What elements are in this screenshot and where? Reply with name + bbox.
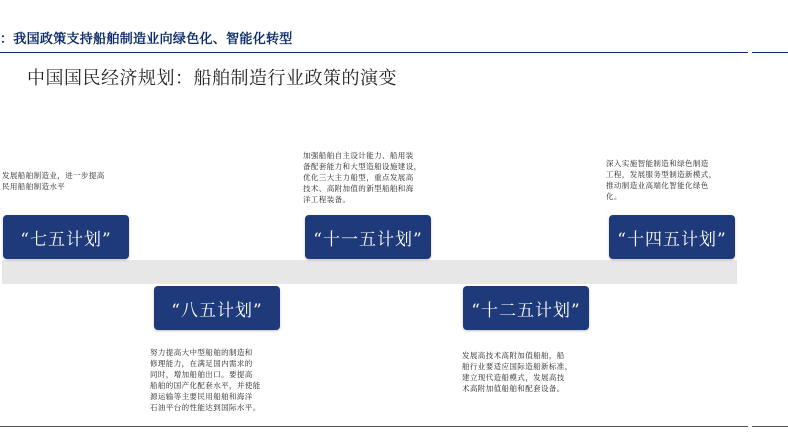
header-rule	[0, 52, 748, 53]
description-line: 修理能力，在满足国内需求的	[150, 359, 253, 368]
plan-8th-description	[150, 347, 261, 413]
plan-12th-description	[462, 350, 573, 394]
description-line: 化。	[606, 192, 622, 201]
plan-12th-box: “十二五计划”	[463, 286, 589, 330]
plan-7th-box: “七五计划”	[3, 215, 129, 259]
description-line: 同时，增加船舶出口。要提高	[150, 370, 253, 379]
plan-8th-box: “八五计划”	[154, 286, 280, 330]
description-line: 发展船舶制造业，进一步提高	[2, 171, 105, 180]
timeline-band	[2, 260, 737, 284]
description-line: 民用船舶制造水平	[2, 182, 66, 191]
footer-rule-right	[752, 426, 788, 427]
header-rule-right	[752, 52, 788, 53]
description-line: 建立现代造船模式，发展高技	[462, 373, 565, 382]
plan-14th-description	[606, 158, 717, 202]
description-line: 推动制造业高端化智能化绿色	[606, 181, 709, 190]
description-line: 船舶的国产化配套水平，并使能	[150, 381, 261, 390]
description-line: 术高附加值船舶和配套设备。	[462, 384, 565, 393]
description-line: 深入实施智能制造和绿色制造	[606, 159, 709, 168]
plan-11th-box: “十一五计划”	[305, 215, 431, 259]
figure-title: 中国国民经济规划：船舶制造行业政策的演变	[27, 68, 397, 89]
plan-11th-description	[303, 150, 422, 205]
description-line: 备配套能力和大型造船设施建设，	[303, 162, 422, 171]
description-line: 技术、高附加值的新型船舶和海	[303, 184, 414, 193]
description-line: 洋工程装备。	[303, 195, 351, 204]
description-line: 舶行业要适应国际造船新标准，	[462, 362, 573, 371]
description-line: 工程，发展服务型制造新模式，	[606, 170, 717, 179]
description-line: 石油平台的性能达到国际水平。	[150, 403, 261, 412]
header-title: ：我国政策支持船舶制造业向绿色化、智能化转型	[0, 32, 293, 47]
description-line: 加强船舶自主设计能力、船用装	[303, 151, 414, 160]
description-line: 努力提高大中型船舶的制造和	[150, 348, 253, 357]
plan-7th-description	[2, 170, 105, 192]
footer-rule	[0, 426, 748, 427]
description-line: 优化三大主力船型，重点发展高	[303, 173, 414, 182]
plan-14th-box: “十四五计划”	[609, 215, 735, 259]
description-line: 源运输等主要民用船舶和海洋	[150, 392, 253, 401]
description-line: 发展高技术高附加值船舶，船	[462, 351, 565, 360]
